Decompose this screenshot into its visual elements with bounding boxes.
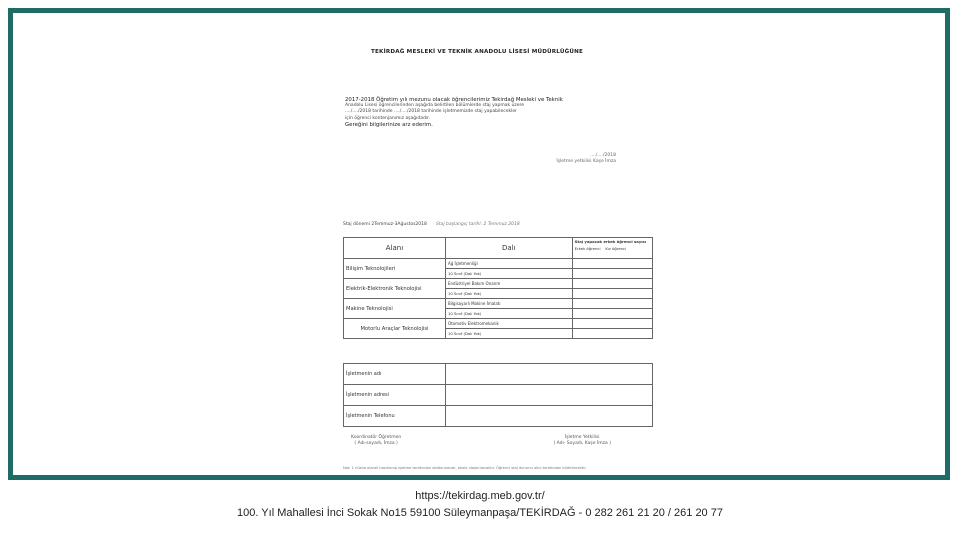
row-1-quota: 10 Sınıf (Dalı Yok) xyxy=(445,269,572,279)
row-4-branch: Otomotiv Elektromekanik xyxy=(445,319,572,329)
row-3-count-2[interactable] xyxy=(572,309,652,319)
footer-url[interactable]: https://tekirdag.meb.gov.tr/ xyxy=(415,490,545,502)
intro-line-1: 2017-2018 Öğretim yılı mezunu olacak öğrencilerimiz Tekirdağ Mesleki ve Teknik xyxy=(345,97,563,103)
info-phone-label: İşletmenin Telefonu xyxy=(344,406,446,427)
top-signature-label: İşletme yetkilisi Kaşe İmza xyxy=(556,159,616,164)
intro-line-4: için öğrenci kontenjanımız aşağıdadır. xyxy=(345,115,430,121)
col-area-header: Alanı xyxy=(344,238,446,259)
business-sign-title: İşletme Yetkilisi xyxy=(564,435,600,440)
intro-line-2: Anadolu Lisesi öğrencilerinden aşağıda belirtilen bölümlerde staj yapmak üzere xyxy=(345,103,525,109)
row-2-count[interactable] xyxy=(572,279,652,289)
row-2-area: Elektrik-Elektronik Teknolojisi xyxy=(344,279,446,299)
business-signature xyxy=(553,435,611,446)
quota-table xyxy=(343,237,653,339)
row-1-count-2[interactable] xyxy=(572,269,652,279)
document-title: TEKİRDAĞ MESLEKİ VE TEKNİK ANADOLU LİSESİ MÜDÜRLÜĞÜNE xyxy=(371,49,584,55)
col-staj-header xyxy=(572,238,652,259)
row-3-count[interactable] xyxy=(572,299,652,309)
row-4-count-2[interactable] xyxy=(572,329,652,339)
slide-frame xyxy=(8,8,950,480)
business-sign-sub: ( Adı- Soyadı, Kaşe İmza ) xyxy=(553,440,611,446)
intro-line-3: ..../..../2018 tarihinde ..../..../2018 tarihinde işletmemizde staj yapabilecekler xyxy=(345,109,517,115)
row-3-quota: 10 Sınıf (Dalı Yok) xyxy=(445,309,572,319)
row-1-count[interactable] xyxy=(572,259,652,269)
info-phone-field[interactable] xyxy=(445,406,652,427)
footer-address: 100. Yıl Mahallesi İnci Sokak No15 59100 Süleymanpaşa/TEKİRDAĞ - 0 282 261 21 20 / 261 20 77 xyxy=(237,507,723,519)
business-info-table xyxy=(343,363,653,427)
row-2-quota: 10 Sınıf (Dalı Yok) xyxy=(445,289,572,299)
info-name-field[interactable] xyxy=(445,364,652,385)
col-branch-header: Dalı xyxy=(445,238,572,259)
coordinator-sub: ( Adı-soyadı, İmza ) xyxy=(354,440,398,446)
internship-period-note: Staj başlangıç tarihi: 2 Temmuz 2018 xyxy=(436,222,520,227)
scanned-document xyxy=(331,43,656,473)
document-footnote: Not: 1 nüsha olarak hazırlanıp işletme tarafından doldurulacak, okula ulaştırılacaktır. Öğrenci staj durumu okul tarafından bildirilecektir. xyxy=(343,466,587,470)
coordinator-title: Koordinatör Öğretmen xyxy=(351,435,402,440)
request-line: Gereğini bilgilerinize arz ederim. xyxy=(345,121,433,128)
info-address-label: İşletmenin adresi xyxy=(344,385,446,406)
row-4-count[interactable] xyxy=(572,319,652,329)
col-staj-female: Kız öğrenci xyxy=(605,246,627,251)
internship-period: Staj dönemi 2Temmuz-3Ağustos2018 xyxy=(343,222,427,227)
intro-paragraph xyxy=(345,97,615,128)
row-2-branch: Endüstriyel Bakım Onarım xyxy=(445,279,572,289)
col-staj-male: Erkek öğrenci xyxy=(574,246,601,251)
col-staj-title: Staj yapacak erkek öğrenci sayısı xyxy=(574,239,647,244)
info-name-label: İşletmenin adı xyxy=(344,364,446,385)
top-signature xyxy=(556,153,616,165)
row-1-branch: Ağ İşletmenliği xyxy=(445,259,572,269)
top-signature-date: ..../..../2018 xyxy=(590,153,616,158)
row-3-branch: Bilgisayarlı Makine İmalatı xyxy=(445,299,572,309)
row-4-area: Motorlu Araçlar Teknolojisi xyxy=(344,319,446,339)
row-3-area: Makine Teknolojisi xyxy=(344,299,446,319)
info-address-field[interactable] xyxy=(445,385,652,406)
row-1-area: Bilişim Teknolojileri xyxy=(344,259,446,279)
coordinator-signature xyxy=(351,435,401,446)
row-2-count-2[interactable] xyxy=(572,289,652,299)
row-4-quota: 10 Sınıf (Dalı Yok) xyxy=(445,329,572,339)
